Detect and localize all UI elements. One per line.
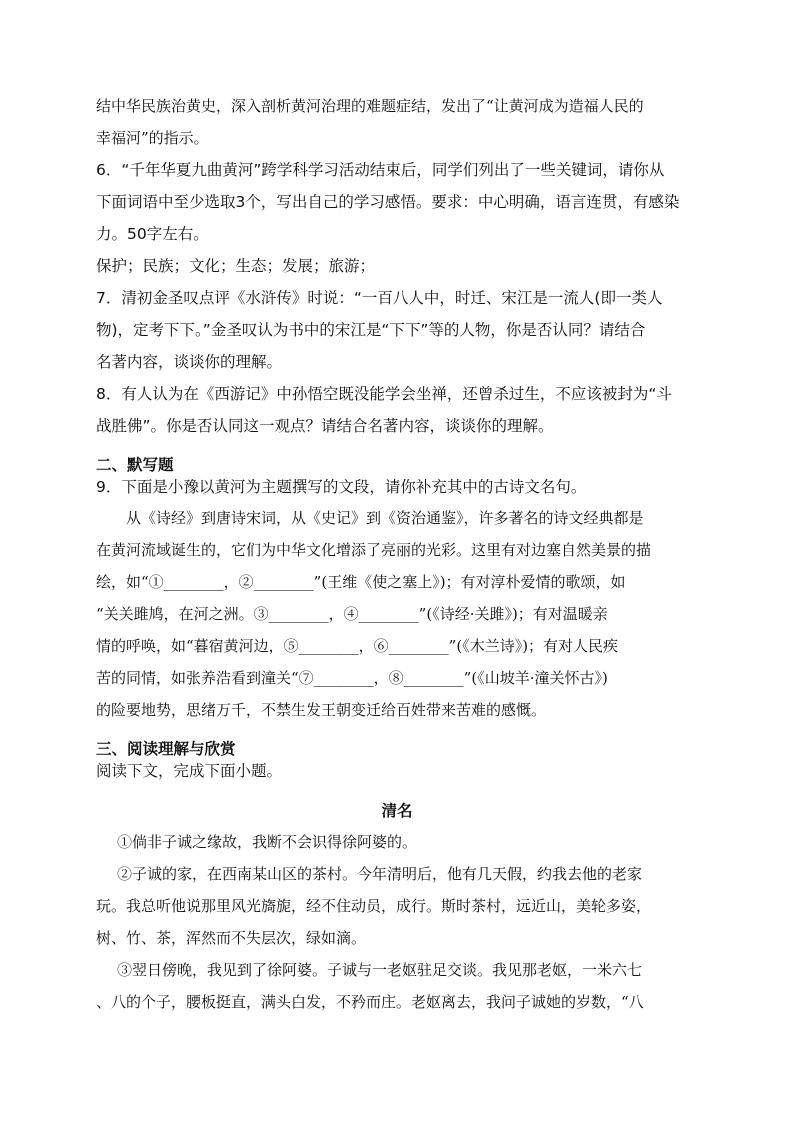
section-2 bbox=[96, 454, 698, 726]
text-line: 幸福河”的指示。 bbox=[96, 129, 209, 147]
article-line: 玩。我总听他说那里风光旖旎，经不住动员，成行。斯时茶村，远近山，美轮多姿， bbox=[96, 897, 652, 915]
passage-line: 在黄河流域诞生的，它们为中华文化增添了亮丽的光彩。这里有对边塞自然美景的描 bbox=[96, 541, 652, 559]
text-line: 结中华民族治黄史，深入剖析黄河治理的难题症结，发出了“让黄河成为造福人民的 bbox=[96, 97, 644, 115]
article-line: 、八的个子，腰板挺直，满头白发，不矜而庄。老妪离去，我问子诚她的岁数，“八 bbox=[96, 993, 644, 1011]
passage-line: 的险要地势，思绪万千，不禁生发王朝变迁给百姓带来苦难的感慨。 bbox=[96, 701, 547, 719]
question-7-line: 7．清初金圣叹点评《水浒传》时说：“一百八人中，时迁、宋江是一流人(即一类人 bbox=[96, 289, 663, 307]
question-9-passage bbox=[96, 502, 698, 726]
question-6-keywords: 保护；民族；文化；生态；发展；旅游； bbox=[96, 257, 376, 275]
article-body bbox=[96, 826, 698, 1018]
section-3-title: 三、阅读理解与欣赏 bbox=[96, 740, 236, 758]
section-3-intro: 阅读下文，完成下面小题。 bbox=[96, 762, 283, 780]
question-6-line: 下面词语中至少选取3个，写出自己的学习感悟。要求：中心明确，语言连贯，有感染 bbox=[96, 193, 680, 211]
passage-line: 绘，如“①________，②________”(王维《使之塞上》)；有对淳朴爱情的歌颂，如 bbox=[96, 573, 626, 591]
section-2-title: 二、默写题 bbox=[96, 456, 174, 474]
section-3 bbox=[96, 738, 698, 1018]
question-7-line: 名著内容，谈谈你的理解。 bbox=[96, 353, 283, 371]
question-9-prompt: 9．下面是小豫以黄河为主题撰写的文段，请你补充其中的古诗文名句。 bbox=[96, 478, 587, 496]
passage-line: 情的呼唤，如“暮宿黄河边，⑤________，⑥________”(《木兰诗》)；有对人民疾 bbox=[96, 637, 619, 655]
question-8-line: 战胜佛”。你是否认同这一观点？请结合名著内容，谈谈你的理解。 bbox=[96, 417, 554, 435]
question-6-line: 力。50字左右。 bbox=[96, 225, 209, 243]
passage-line: 苦的同情，如张养浩看到潼关“⑦________，⑧________”(《山坡羊·潼关怀古》) bbox=[96, 669, 608, 687]
article-line: ③翌日傍晚，我见到了徐阿婆。子诚与一老妪驻足交谈。我见那老妪，一米六七 bbox=[117, 961, 643, 979]
question-6 bbox=[96, 154, 698, 282]
question-8-line: 8．有人认为在《西游记》中孙悟空既没能学会坐禅，还曾杀过生，不应该被封为“斗 bbox=[96, 385, 672, 403]
article-line: ①倘非子诚之缘故，我断不会识得徐阿婆的。 bbox=[117, 833, 418, 851]
article-line: ②子诚的家，在西南某山区的茶村。今年清明后，他有几天假，约我去他的老家 bbox=[117, 865, 643, 883]
passage-line: “关关雎鸠，在河之洲。③________，④________”(《诗经·关雎》)；有对温暖亲 bbox=[96, 605, 608, 623]
question-6-line: 6．“千年华夏九曲黄河”跨学科学习活动结束后，同学们列出了一些关键词，请你从 bbox=[96, 161, 665, 179]
top-paragraph bbox=[96, 90, 698, 154]
article-line: 树、竹、茶，浑然而不失层次，绿如滴。 bbox=[96, 929, 367, 947]
article-title: 清名 bbox=[381, 801, 413, 820]
question-7 bbox=[96, 282, 698, 378]
question-8 bbox=[96, 378, 698, 442]
passage-line: 从《诗经》到唐诗宋词，从《史记》到《资治通鉴》，许多著名的诗文经典都是 bbox=[126, 509, 644, 527]
question-7-line: 物)，定考下下。”金圣叹认为书中的宋江是“下下”等的人物，你是否认同？请结合 bbox=[96, 321, 646, 339]
